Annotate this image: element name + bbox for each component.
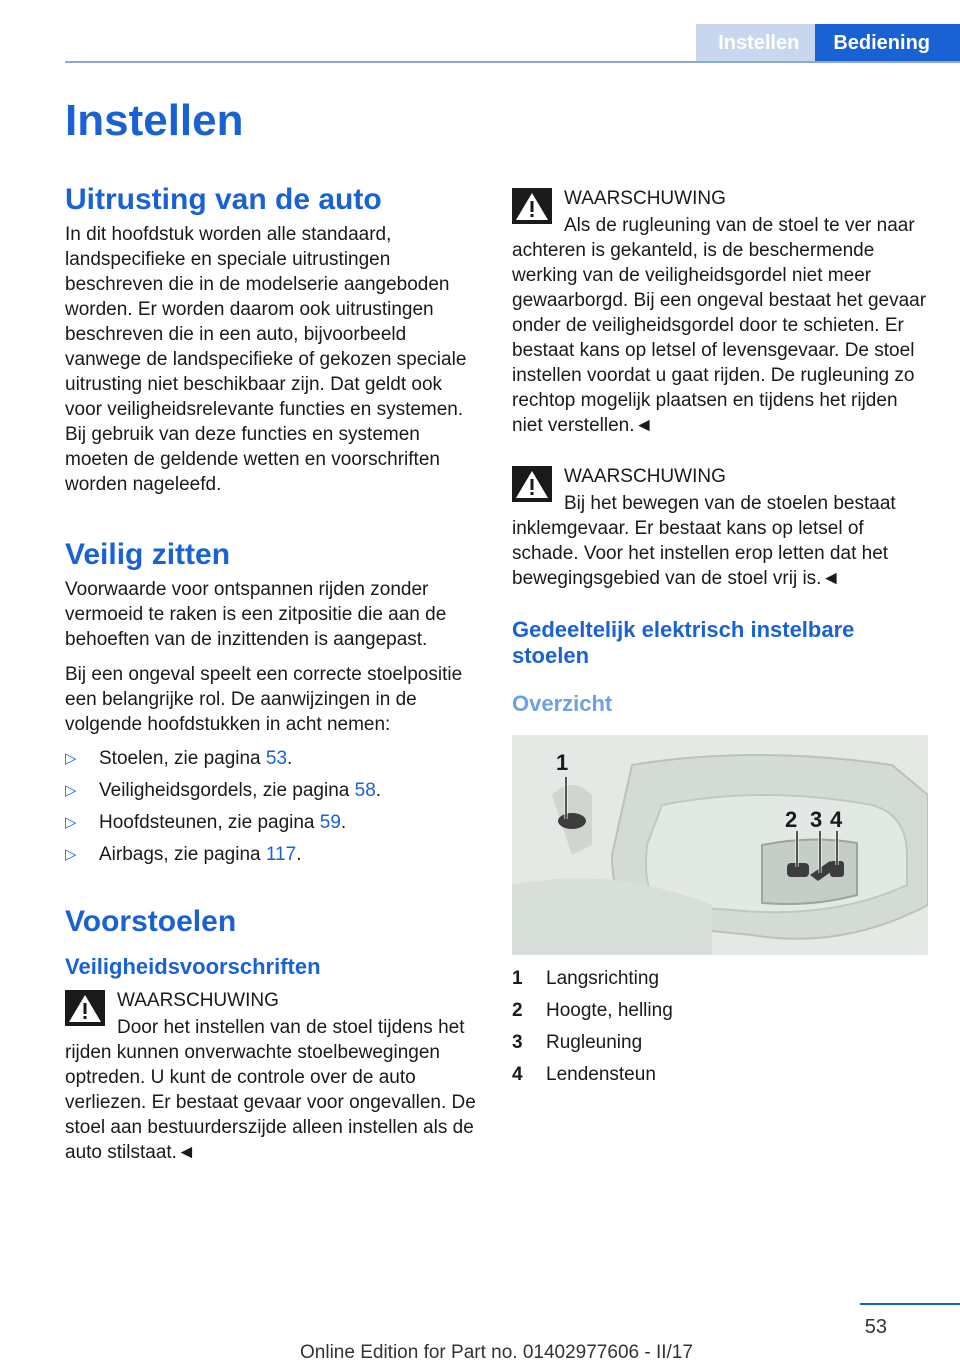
warning-heading: WAARSCHUWING: [564, 466, 726, 487]
warning-text-first: Door het instellen van de stoel tijdens het: [117, 1017, 465, 1038]
header-tabs: [696, 24, 960, 62]
subsection-title-veiligheidsvoorschriften: Veiligheidsvoorschriften: [65, 954, 321, 979]
list-item: ▷ Airbags, zie pagina 117.: [65, 844, 302, 865]
list-item: 4 Lendensteun: [512, 1064, 656, 1085]
page-link[interactable]: 117: [265, 844, 297, 865]
warning-text: achteren is gekanteld, is de beschermende werking van de veiligheidsgordel niet meer gewaarborgd. Bij een ongeval bestaat het gevaar onder de veiligheidsgordel door te schieten. Er bestaat kans op letsel of levensgevaar. De stoel instellen voordat u gaat rijden. De rugleuning zo rechtop mogelijk plaatsen en tijdens het rijden niet verstellen.◄: [512, 240, 927, 436]
page-link[interactable]: 58: [354, 780, 376, 801]
triangle-bullet-icon: ▷: [65, 814, 77, 831]
list-item: ▷ Veiligheidsgordels, zie pagina 58.: [65, 780, 382, 801]
tab-instellen[interactable]: Instellen: [696, 24, 815, 62]
figure-label-4: 4: [830, 807, 843, 832]
figure-label-2: 2: [785, 807, 798, 832]
seat-illustration: [512, 735, 928, 955]
warning-text-first: Als de rugleuning van de stoel te ver naar: [564, 215, 915, 236]
subsection-title-elektrisch: Gedeeltelijk elektrisch instelbare stoelen: [512, 617, 855, 668]
figure-label-3: 3: [810, 807, 823, 832]
section-title-voorstoelen: Voorstoelen: [65, 905, 237, 938]
warning-block: [512, 186, 930, 438]
tab-bediening[interactable]: Bediening: [815, 24, 960, 62]
warning-triangle-icon: [512, 188, 552, 224]
warning-text: inklemgevaar. Er bestaat kans op letsel of schade. Voor het instellen erop letten dat het bewegingsgebied van de stoel vrij is.◄: [512, 518, 889, 589]
triangle-bullet-icon: ▷: [65, 846, 77, 863]
page-title: Instellen: [65, 96, 244, 145]
left-column: [65, 182, 483, 1165]
veilig-zitten-p1: Voorwaarde voor ontspannen rijden zonder vermoeid te raken is een zitpositie die aan de behoeften van de inzittenden is aangepast.: [65, 579, 447, 650]
page-link[interactable]: 53: [265, 748, 288, 769]
edition-note: Online Edition for Part no. 01402977606 - II/17: [300, 1342, 693, 1363]
page-number: 53: [864, 1316, 887, 1338]
warning-triangle-icon: [65, 990, 105, 1026]
triangle-bullet-icon: ▷: [65, 782, 77, 799]
header-rule: [65, 61, 960, 63]
figure-legend: [512, 963, 930, 1091]
section-title-veilig-zitten: Veilig zitten: [65, 538, 231, 571]
footer-rule: [860, 1303, 960, 1305]
list-item: 1 Langsrichting: [512, 968, 660, 989]
list-item: 2 Hoogte, helling: [512, 1000, 673, 1021]
right-column: [512, 186, 930, 1091]
subsection-title-overzicht: Overzicht: [512, 691, 613, 716]
warning-text-first: Bij het bewegen van de stoelen bestaat: [564, 493, 896, 514]
triangle-bullet-icon: ▷: [65, 750, 77, 767]
section-title-uitrusting: Uitrusting van de auto: [65, 183, 382, 216]
warning-block: [65, 988, 483, 1165]
warning-triangle-icon: [512, 466, 552, 502]
list-item: ▷ Hoofdsteunen, zie pagina 59.: [65, 812, 347, 833]
warning-block: [512, 464, 930, 591]
list-item: ▷ Stoelen, zie pagina 53.: [65, 748, 293, 769]
page-link[interactable]: 59: [319, 812, 341, 833]
reference-list: [65, 746, 483, 867]
warning-heading: WAARSCHUWING: [564, 188, 726, 209]
list-item: 3 Rugleuning: [512, 1032, 643, 1053]
uitrusting-body: In dit hoofdstuk worden alle standaard, landspecifieke en speciale uitrustingen beschreven die in de modelserie aangeboden worden. Er worden daarom ook uitrustingen beschreven die in een auto, bijvoorbeeld vanwege de landspecifieke of gekozen speciale uitrusting niet beschikbaar zijn. Dat geldt ook voor veiligheidsrelevante functies en systemen. Bij gebruik van deze functies en systemen moeten de geldende wetten en voorschriften worden nageleefd.: [65, 224, 467, 495]
warning-text: rijden kunnen onverwachte stoelbewegingen optreden. U kunt de controle over de auto verliezen. Er bestaat gevaar voor ongevallen. De stoel aan bestuurderszijde alleen instellen als de auto stilstaat.◄: [65, 1042, 476, 1163]
figure-label-1: 1: [556, 750, 569, 775]
warning-heading: WAARSCHUWING: [117, 990, 279, 1011]
veilig-zitten-p2: Bij een ongeval speelt een correcte stoelpositie een belangrijke rol. De aanwijzingen in de volgende hoofdstukken in acht nemen:: [65, 664, 463, 735]
seat-controls-illustration: [512, 735, 928, 955]
